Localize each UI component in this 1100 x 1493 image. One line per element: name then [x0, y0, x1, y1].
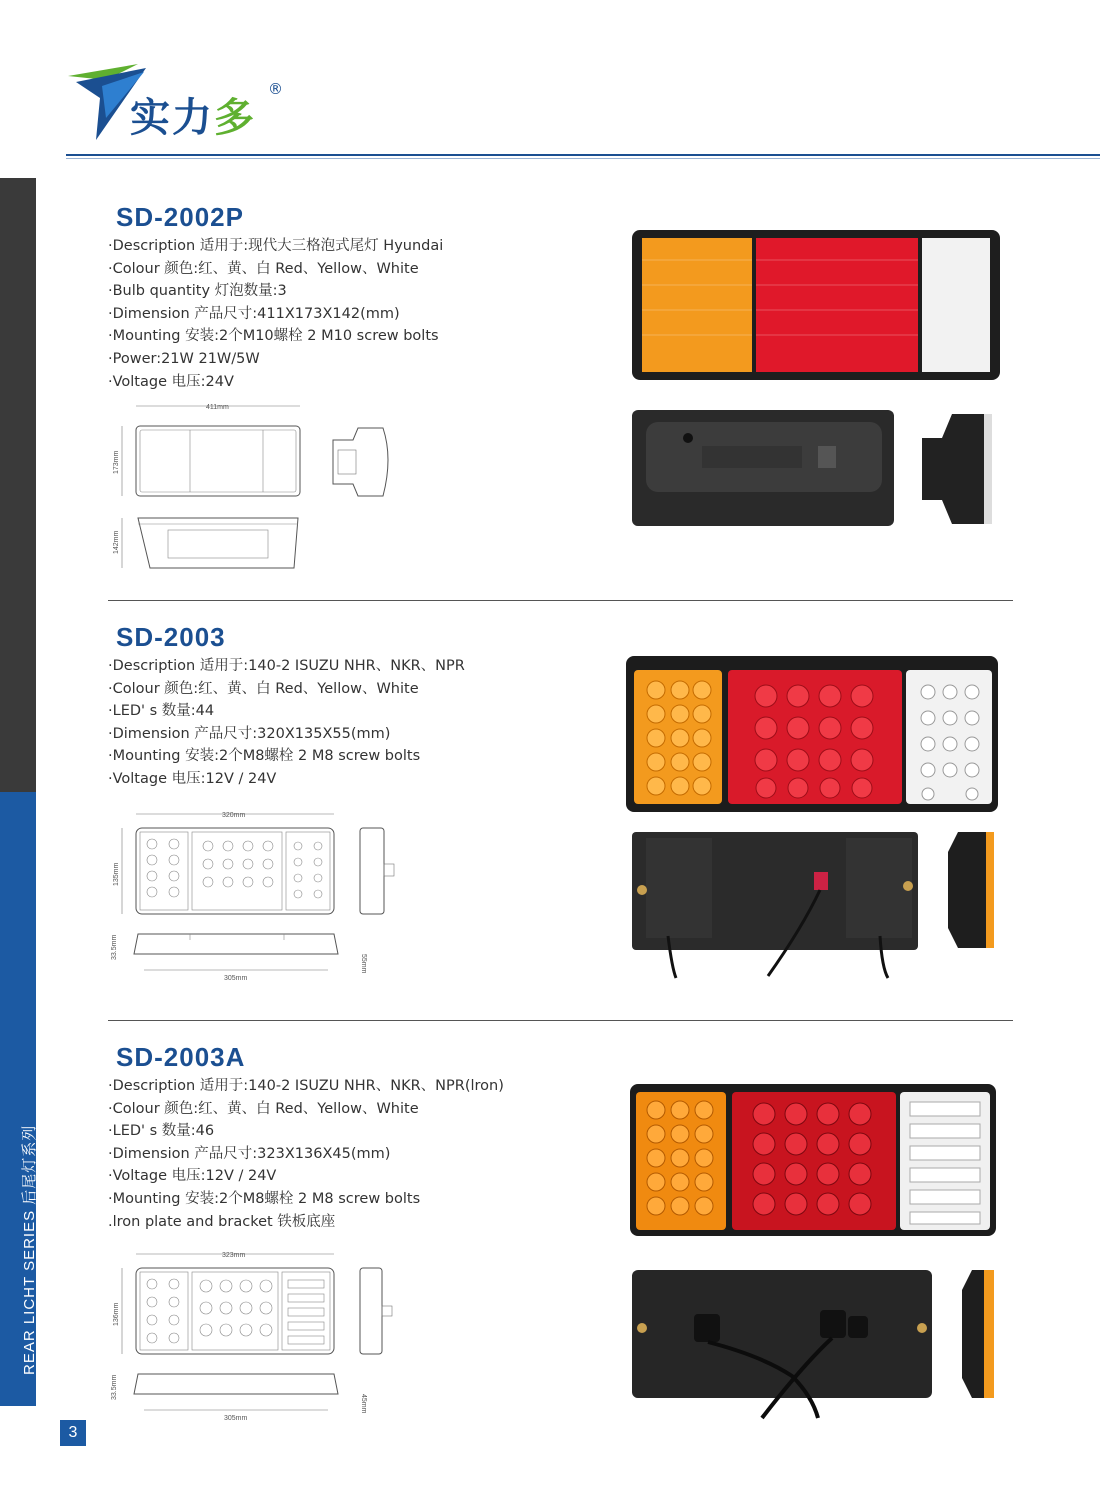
technical-drawing: [108, 398, 408, 578]
product-title: SD-2003A: [116, 1042, 246, 1072]
dim-base-label: 305mm: [224, 1415, 248, 1422]
dim-depth-label: 55mm: [360, 954, 367, 974]
dim-depth-label: 45mm: [360, 1394, 367, 1414]
spec-item: ·Dimension 产品尺寸:320X135X55(mm): [108, 725, 391, 742]
spec-item: ·LED' s 数量:46: [108, 1123, 215, 1140]
dim-height-label: 173mm: [113, 450, 120, 474]
dim-width-label: 411mm: [206, 404, 229, 411]
dim-thick-label: 33.5mm: [111, 1374, 118, 1400]
header-rule: [66, 154, 1100, 156]
spec-item: ·Voltage 电压:12V / 24V: [108, 770, 277, 787]
dim-width-label: 323mm: [222, 1252, 246, 1259]
spec-item: ·Description 适用于:140-2 ISUZU NHR、NKR、NPR(lron): [108, 1078, 504, 1094]
spec-item: ·Mounting 安装:2个M8螺栓 2 M8 screw bolts: [108, 1190, 421, 1207]
header-rule-thin: [66, 158, 1100, 159]
spec-item: ·Mounting 安装:2个M10螺栓 2 M10 screw bolts: [108, 328, 439, 345]
spec-item: ·Description 适用于:140-2 ISUZU NHR、NKR、NPR: [108, 658, 465, 674]
dim-height-label: 135mm: [113, 862, 120, 886]
product-photo-back: [632, 1266, 1000, 1420]
technical-drawing: [108, 806, 408, 986]
dim-height-label: 136mm: [113, 1302, 120, 1326]
section-divider: [108, 1020, 1013, 1021]
product-photo-back: [632, 828, 1000, 984]
product-photo-front: [626, 656, 998, 812]
dim-width-label: 320mm: [222, 812, 246, 819]
spec-item: ·LED' s 数量:44: [108, 703, 215, 720]
technical-drawing: [108, 1246, 408, 1426]
spec-list: [108, 235, 443, 393]
spec-list: [108, 655, 465, 791]
spec-item: .lron plate and bracket 铁板底座: [108, 1213, 336, 1230]
page-number: 3: [60, 1420, 86, 1446]
spec-item: ·Mounting 安装:2个M8螺栓 2 M8 screw bolts: [108, 748, 421, 765]
spec-item: ·Colour 颜色:红、黄、白 Red、Yellow、White: [108, 1100, 419, 1117]
spec-item: ·Bulb quantity 灯泡数量:3: [108, 283, 287, 300]
spec-item: ·Voltage 电压:24V: [108, 373, 234, 390]
sidebar-dark-band: [0, 178, 36, 792]
product-photo-front: [632, 230, 1000, 380]
section-divider: [108, 600, 1013, 601]
spec-item: ·Dimension 产品尺寸:323X136X45(mm): [108, 1145, 391, 1162]
spec-list: [108, 1075, 504, 1233]
product-title: SD-2003: [116, 622, 226, 652]
series-label: REAR LICHT SERIES 后尾灯系列: [21, 1124, 38, 1375]
brand-name: 实力多: [130, 95, 256, 141]
product-photo-back: [632, 408, 1000, 528]
dim-base-label: 305mm: [224, 975, 248, 982]
spec-item: ·Colour 颜色:红、黄、白 Red、Yellow、White: [108, 680, 419, 697]
spec-item: ·Description 适用于:现代大三格泡式尾灯 Hyundai: [108, 238, 444, 254]
spec-item: ·Power:21W 21W/5W: [108, 350, 260, 367]
spec-item: ·Dimension 产品尺寸:411X173X142(mm): [108, 305, 400, 322]
dim-depth-label: 142mm: [113, 530, 120, 554]
spec-item: ·Colour 颜色:红、黄、白 Red、Yellow、White: [108, 260, 419, 277]
registered-mark: ®: [268, 80, 283, 98]
spec-item: ·Voltage 电压:12V / 24V: [108, 1168, 277, 1185]
product-title: SD-2002P: [116, 202, 244, 232]
dim-thick-label: 33.5mm: [111, 934, 118, 960]
product-photo-front: [630, 1080, 996, 1236]
